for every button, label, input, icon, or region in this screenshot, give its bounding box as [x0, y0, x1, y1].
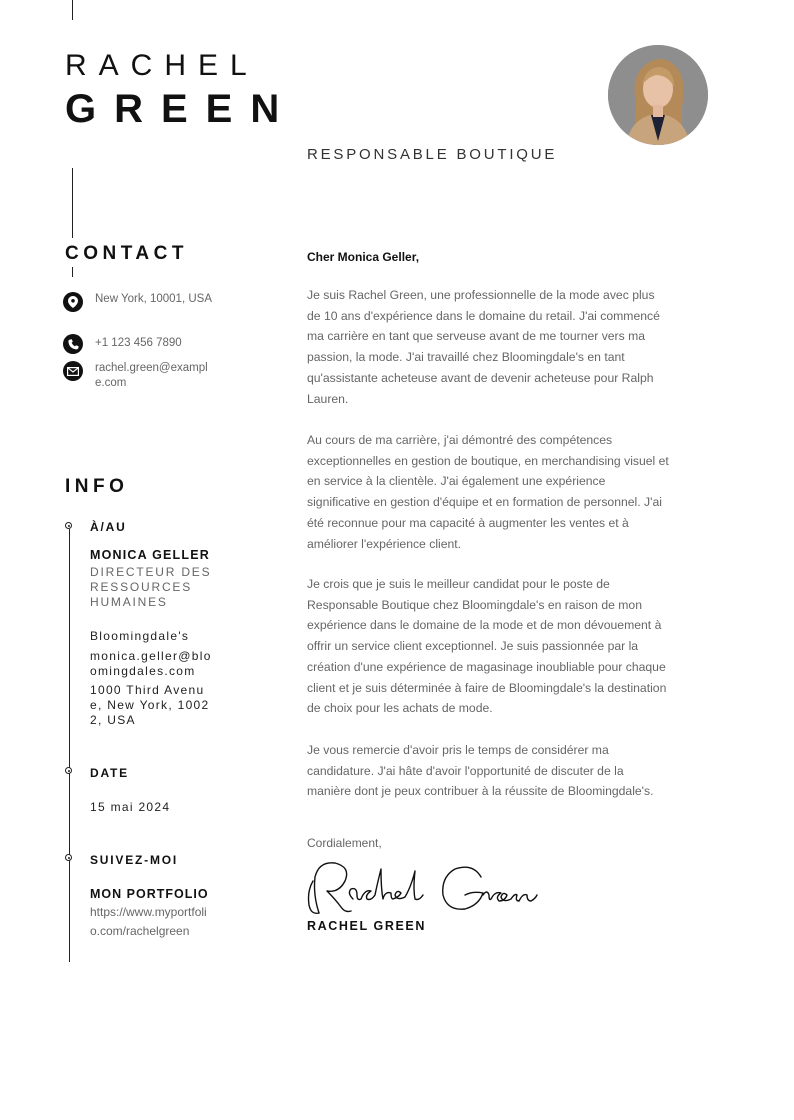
info-heading: INFO — [65, 476, 129, 497]
portfolio-label: MON PORTFOLIO — [90, 887, 209, 901]
address-text: New York, 10001, USA — [95, 293, 212, 305]
profile-photo — [608, 45, 708, 145]
portrait-illustration — [608, 45, 708, 145]
letter-paragraph: Au cours de ma carrière, j'ai démontré des compétences exceptionnelles en gestion de boutique, en merchandising visuel et en service à la clientèle. J'ai également une expérience significative en gestion d'équipe et en formation de personnel. J'ai été reconnue pour ma capacité à augmenter les ventes et à améliorer l'expérience client. — [307, 433, 669, 551]
letter-closing: Cordialement, — [307, 836, 382, 850]
last-name: GREEN — [65, 87, 298, 131]
follow-heading: SUIVEZ-MOI — [90, 853, 179, 867]
timeline-dot-follow — [65, 854, 72, 861]
recipient-heading: À/AU — [90, 520, 127, 534]
contact-divider-line — [72, 267, 73, 277]
header-divider-line — [72, 168, 73, 238]
letter-paragraph: Je crois que je suis le meilleur candidat pour le poste de Responsable Boutique chez Bloomingdale's en raison de mon expérience dans le domaine de la mode et de mon dévouement à offrir un service client exceptionnel. Je suis passionnée par la création d'une expérience de magasinage inoubliable pour chaque client et je suis déterminée à faire de Bloomingdale's la destination de choix pour les achats de mode. — [307, 577, 667, 716]
recipient-address: 1000 Third Avenue, New York, 10022, USA — [90, 683, 210, 727]
handwritten-signature — [305, 855, 545, 920]
top-divider-line — [72, 0, 73, 20]
contact-heading: CONTACT — [65, 243, 188, 264]
timeline-dot-date — [65, 767, 72, 774]
recipient-name: MONICA GELLER — [90, 548, 210, 562]
recipient-role: DIRECTEUR DES RESSOURCES HUMAINES — [90, 565, 212, 609]
first-name: RACHEL — [65, 49, 259, 82]
recipient-email[interactable]: monica.geller@bloomingdales.com — [90, 649, 212, 678]
signature-name: RACHEL GREEN — [307, 919, 426, 933]
timeline-dot-recipient — [65, 522, 72, 529]
date-heading: DATE — [90, 766, 129, 780]
portfolio-link[interactable]: https://www.myportfolio.com/rachelgreen — [90, 905, 207, 938]
location-pin-icon — [63, 292, 83, 312]
contact-address — [63, 292, 215, 312]
job-title: RESPONSABLE BOUTIQUE — [307, 146, 558, 163]
contact-email — [63, 361, 215, 391]
phone-link[interactable]: +1 123 456 7890 — [95, 337, 182, 349]
letter-paragraph: Je suis Rachel Green, une professionnelle de la mode avec plus de 10 ans d'expérience dans le domaine du retail. J'ai commencé ma carrière en tant que serveuse avant de me tourner vers ma passion, la mode. J'ai travaillé chez Bloomingdale's en tant qu'assistante acheteuse avant de devenir acheteuse pour Ralph Lauren. — [307, 288, 660, 406]
phone-icon — [63, 334, 83, 354]
envelope-icon — [63, 361, 83, 381]
letter-date: 15 mai 2024 — [90, 800, 171, 814]
info-timeline-line — [69, 529, 70, 962]
letter-paragraph: Je vous remercie d'avoir pris le temps de considérer ma candidature. J'ai hâte d'avoir l'opportunité de discuter de la manière dont je peux contribuer à la réussite de Bloomingdale's. — [307, 743, 654, 799]
recipient-company: Bloomingdale's — [90, 629, 190, 643]
letter-greeting: Cher Monica Geller, — [307, 250, 420, 264]
email-link[interactable]: rachel.green@example.com — [95, 362, 208, 389]
contact-phone — [63, 334, 215, 354]
